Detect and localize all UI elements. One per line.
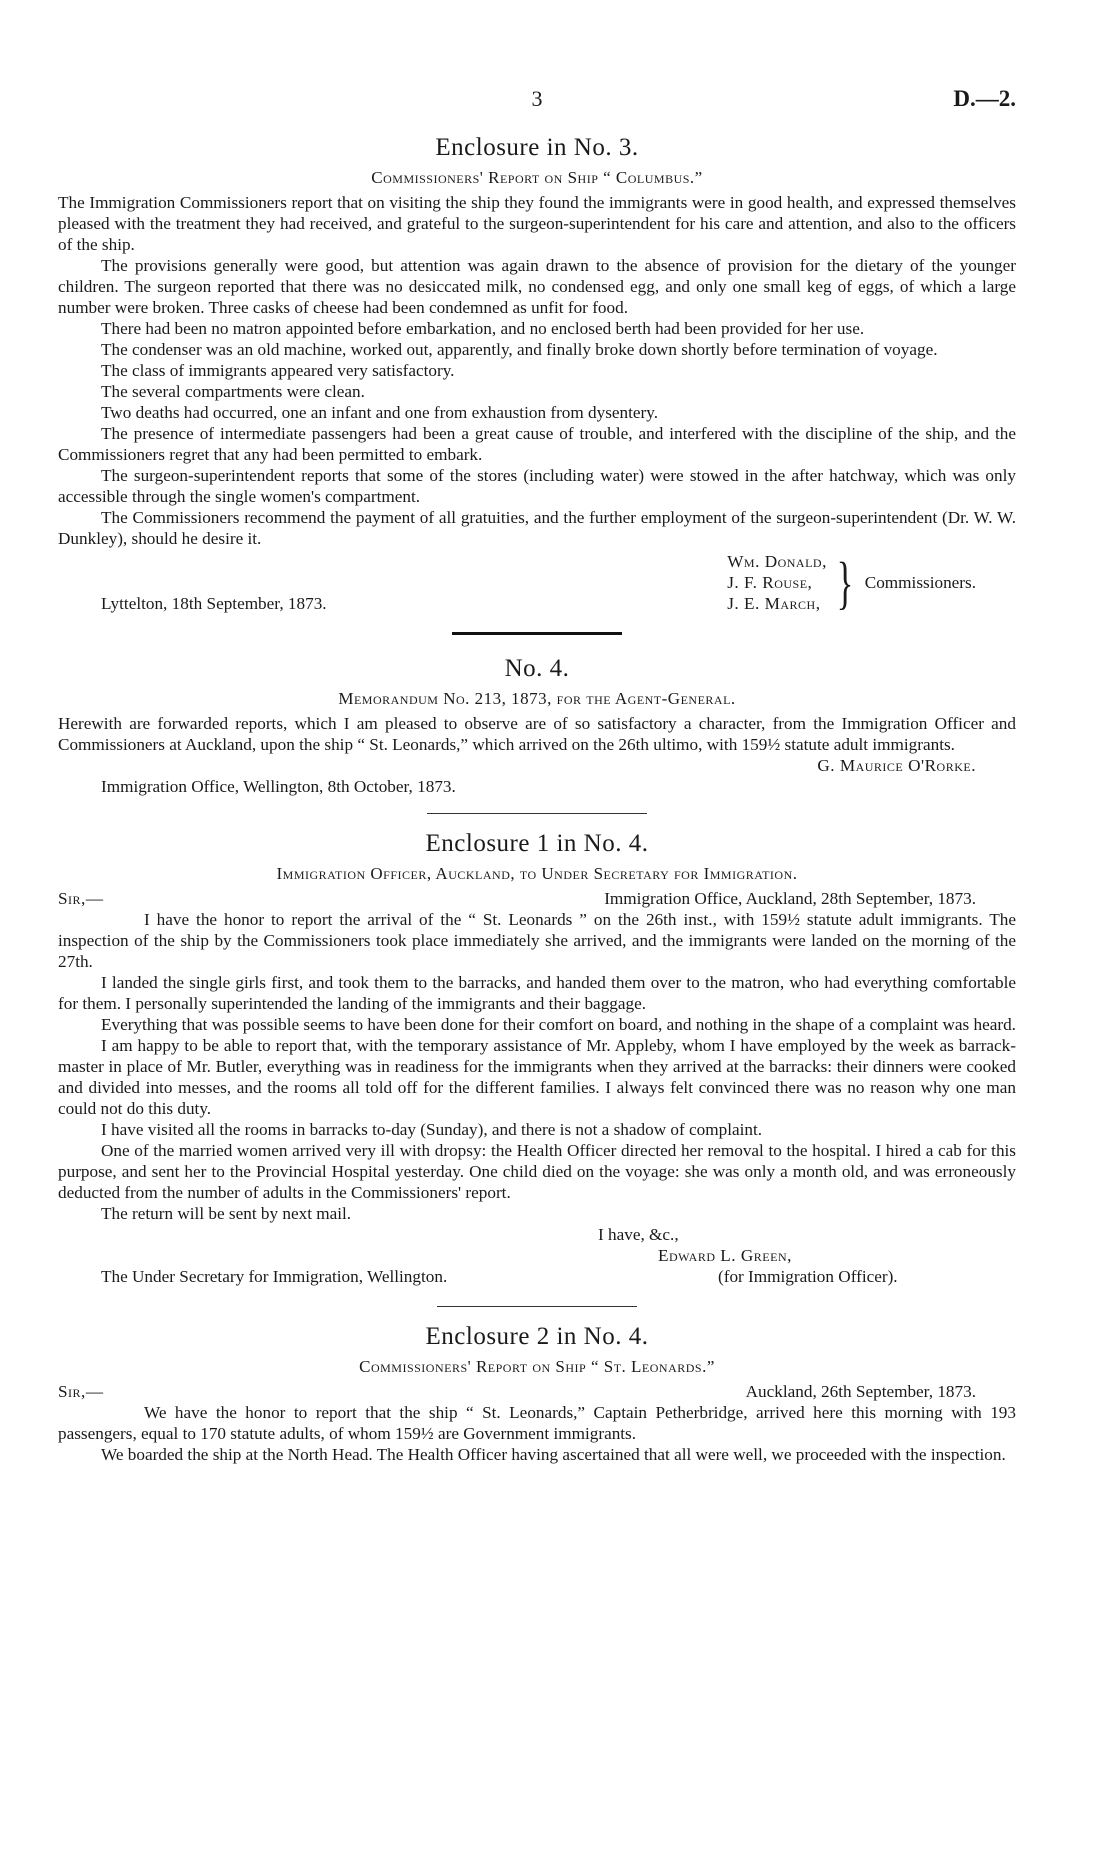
enclosure1-no4-title: Enclosure 1 in No. 4.	[425, 830, 649, 857]
no4-title: No. 4.	[504, 655, 570, 682]
paragraph: I have visited all the rooms in barracks to-day (Sunday), and there is not a shadow of complaint.	[101, 1120, 763, 1139]
enclosure2-no4-title: Enclosure 2 in No. 4.	[425, 1323, 649, 1350]
enclosure-no3-caption: Commissioners' Report on Ship “ Columbus.”	[371, 168, 703, 187]
page-header	[58, 86, 1016, 126]
document-reference: D.—2.	[953, 86, 1016, 111]
paragraph: The condenser was an old machine, worked out, apparently, and finally broke down shortly before termination of voyage.	[101, 340, 938, 359]
dateline: Auckland, 26th September, 1873.	[745, 1382, 976, 1401]
paragraph: One of the married women arrived very ill with dropsy: the Health Officer directed her removal to the hospital. I hired a cab for this purpose, and sent her to the Provincial Hospital yesterday. One child died on the voyage: she was only a month old, and was erroneously deducted from the number of adults in the Commissioners' report.	[58, 1141, 1016, 1202]
document-page	[58, 86, 1016, 1465]
signatory: Wm. Donald,	[727, 552, 827, 571]
no4-signature: G. Maurice O'Rorke.	[817, 756, 976, 775]
paragraph: I am happy to be able to report that, with the temporary assistance of Mr. Appleby, whom I have employed by the week as barrack-master in place of Mr. Butler, everything was in readiness for the immigrants when they arrived at the barracks: their dinners were cooked and divided into messes, and the rooms all told off for the different families. I always felt convinced there was no reason why one man could not do this duty.	[58, 1036, 1016, 1118]
enclosure2-no4-section	[58, 1323, 1016, 1465]
paragraph: The provisions generally were good, but attention was again drawn to the absence of provision for the dietary of the younger children. The surgeon reported that there was no desiccated milk, no condensed egg, and only one small keg of eggs, of which a large number were broken. Three casks of cheese had been condemned as unfit for food.	[58, 256, 1016, 317]
enclosure-no3-section	[58, 134, 1016, 614]
paragraph: The Immigration Commissioners report that on visiting the ship they found the immigrants were in good health, and expressed themselves pleased with the treatment they had received, and grateful to the surgeon-superintendent for his care and attention, and also to the officers of the ship.	[58, 193, 1016, 254]
paragraph: Everything that was possible seems to have been done for their comfort on board, and nothing in the shape of a complaint was heard.	[101, 1015, 1016, 1034]
signatory: J. F. Rouse,	[727, 573, 813, 592]
page-number: 3	[531, 86, 543, 111]
no4-caption: Memorandum No. 213, 1873, for the Agent-General.	[338, 689, 736, 708]
section-divider	[427, 813, 647, 814]
signature-role: (for Immigration Officer).	[718, 1267, 898, 1286]
salutation: Sir,—	[58, 889, 104, 908]
section-divider	[452, 632, 622, 635]
paragraph: The class of immigrants appeared very satisfactory.	[101, 361, 455, 380]
paragraph: We have the honor to report that the ship “ St. Leonards,” Captain Petherbridge, arrived here this morning with 193 passengers, equal to 170 statute adults, of whom 159½ are Government immigrants.	[58, 1403, 1016, 1443]
closing-phrase: I have, &c.,	[598, 1225, 679, 1244]
paragraph: I landed the single girls first, and took them to the barracks, and handed them over to the matron, who had everything comfortable for them. I personally superintended the landing of the immigrants and their baggage.	[58, 973, 1016, 1013]
signature: Edward L. Green,	[658, 1246, 792, 1265]
enclosure1-no4-section	[58, 830, 1016, 1290]
signatory-role: Commissioners.	[864, 572, 976, 592]
paragraph: The several compartments were clean.	[101, 382, 365, 401]
paragraph: We boarded the ship at the North Head. The Health Officer having ascertained that all were well, we proceeded with the inspection.	[101, 1445, 1006, 1464]
paragraph: Herewith are forwarded reports, which I am pleased to observe are of so satisfactory a character, from the Immigration Officer and Commissioners at Auckland, upon the ship “ St. Leonards,” which arrived on the 26th ultimo, with 159½ statute adult immigrants.	[58, 714, 1016, 754]
paragraph: The presence of intermediate passengers had been a great cause of trouble, and interfered with the discipline of the ship, and the Commissioners regret that any had been permitted to embark.	[58, 424, 1016, 464]
signatory-list	[727, 551, 827, 614]
paragraph: Two deaths had occurred, one an infant and one from exhaustion from dysentery.	[101, 403, 659, 422]
salutation-row	[58, 888, 1016, 909]
no4-place-date: Immigration Office, Wellington, 8th October, 1873.	[101, 777, 456, 796]
paragraph: The surgeon-superintendent reports that some of the stores (including water) were stowed in the after hatchway, which was only accessible through the single women's compartment.	[58, 466, 1016, 506]
enclosure1-no4-caption: Immigration Officer, Auckland, to Under Secretary for Immigration.	[276, 864, 798, 883]
salutation-row	[58, 1381, 1016, 1402]
place-date: Lyttelton, 18th September, 1873.	[101, 594, 327, 613]
signatory: J. E. March,	[727, 594, 821, 613]
paragraph: I have the honor to report the arrival of the “ St. Leonards ” on the 26th inst., with 159½ statute adult immigrants. The inspection of the ship by the Commissioners took place immediately she arrived, and the immigrants were landed on the morning of the 27th.	[58, 910, 1016, 971]
dateline: Immigration Office, Auckland, 28th September, 1873.	[604, 889, 976, 908]
paragraph: The Commissioners recommend the payment of all gratuities, and the further employment of the surgeon-superintendent (Dr. W. W. Dunkley), should he desire it.	[58, 508, 1016, 548]
addressee: The Under Secretary for Immigration, Wellington.	[101, 1267, 448, 1286]
letter-closing	[58, 1224, 1016, 1290]
paragraph: There had been no matron appointed before embarkation, and no enclosed berth had been provided for her use.	[101, 319, 865, 338]
section-divider	[437, 1306, 637, 1307]
commissioners-signature-block	[58, 551, 1016, 614]
brace-icon: }	[836, 549, 854, 615]
no4-section	[58, 655, 1016, 797]
enclosure2-no4-caption: Commissioners' Report on Ship “ St. Leonards.”	[359, 1357, 715, 1376]
enclosure-no3-title: Enclosure in No. 3.	[435, 134, 639, 161]
paragraph: The return will be sent by next mail.	[101, 1204, 352, 1223]
salutation: Sir,—	[58, 1382, 104, 1401]
